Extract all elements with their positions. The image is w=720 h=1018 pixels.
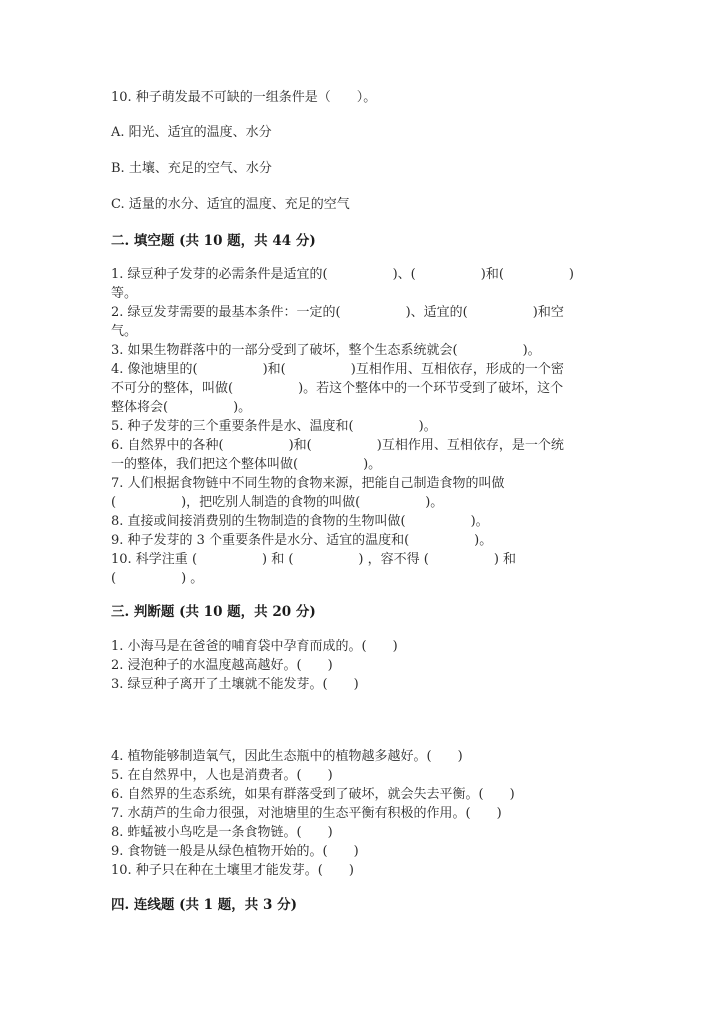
fill-line: ( ) 。	[111, 571, 204, 586]
fill-line: 一的整体，我们把这个整体叫做( )。	[111, 457, 382, 472]
fill-line: 8. 直接或间接消费别的生物制造的食物的生物叫做( )。	[111, 514, 489, 529]
fill-line: 2. 绿豆发芽需要的最基本条件：一定的( )、适宜的( )和空	[111, 305, 564, 320]
fill-line: 1. 绿豆种子发芽的必需条件是适宜的( )、( )和( )	[111, 267, 574, 282]
fill-line: 整体将会( )。	[111, 400, 252, 415]
judge-line: 6. 自然界的生态系统，如果有群落受到了破坏，就会失去平衡。( )	[111, 787, 515, 802]
fill-line: 5. 种子发芽的三个重要条件是水、温度和( )。	[111, 419, 437, 434]
judge-line: 8. 蚱蜢被小鸟吃是一条食物链。( )	[111, 825, 333, 840]
mc-option-a: A. 阳光、适宜的温度、水分	[111, 125, 272, 140]
fill-line: 7. 人们根据食物链中不同生物的食物来源，把能自己制造食物的叫做	[111, 476, 505, 491]
fill-line: 气。	[111, 324, 138, 339]
fill-line: ( )，把吃别人制造的食物的叫做( )。	[111, 495, 444, 510]
mc-question-10: 10. 种子萌发最不可缺的一组条件是（ ）。	[111, 90, 377, 105]
judge-line: 9. 食物链一般是从绿色植物开始的。( )	[111, 844, 359, 859]
judge-line: 3. 绿豆种子离开了土壤就不能发芽。( )	[111, 677, 359, 692]
fill-line: 6. 自然界中的各种( )和( )互相作用、互相依存，是一个统	[111, 438, 564, 453]
judge-line: 10. 种子只在种在土壤里才能发芽。( )	[111, 863, 354, 878]
fill-line: 3. 如果生物群落中的一部分受到了破坏，整个生态系统就会( )。	[111, 343, 541, 358]
judge-section-heading: 三. 判断题 (共 10 题，共 20 分)	[111, 604, 316, 620]
fill-line: 9. 种子发芽的 3 个重要条件是水分、适宜的温度和( )。	[111, 533, 493, 548]
mc-option-b: B. 土壤、充足的空气、水分	[111, 161, 272, 176]
fill-line: 4. 像池塘里的( )和( )互相作用、互相依存，形成的一个密	[111, 362, 564, 377]
fill-line: 10. 科学注重 ( ) 和 ( ) ，容不得 ( ) 和	[111, 552, 517, 567]
fill-line: 等。	[111, 286, 138, 301]
judge-line: 4. 植物能够制造氧气，因此生态瓶中的植物越多越好。( )	[111, 749, 463, 764]
judge-line: 1. 小海马是在爸爸的哺育袋中孕育而成的。( )	[111, 639, 398, 654]
match-section-heading: 四. 连线题 (共 1 题，共 3 分)	[111, 897, 297, 913]
fill-line: 不可分的整体，叫做( )。若这个整体中的一个环节受到了破坏，这个	[111, 381, 564, 396]
judge-line: 5. 在自然界中，人也是消费者。( )	[111, 768, 333, 783]
mc-option-c: C. 适量的水分、适宜的温度、充足的空气	[111, 197, 350, 212]
judge-line: 2. 浸泡种子的水温度越高越好。( )	[111, 658, 333, 673]
judge-line: 7. 水葫芦的生命力很强，对池塘里的生态平衡有积极的作用。( )	[111, 806, 502, 821]
fill-section-heading: 二. 填空题 (共 10 题，共 44 分)	[111, 233, 316, 249]
